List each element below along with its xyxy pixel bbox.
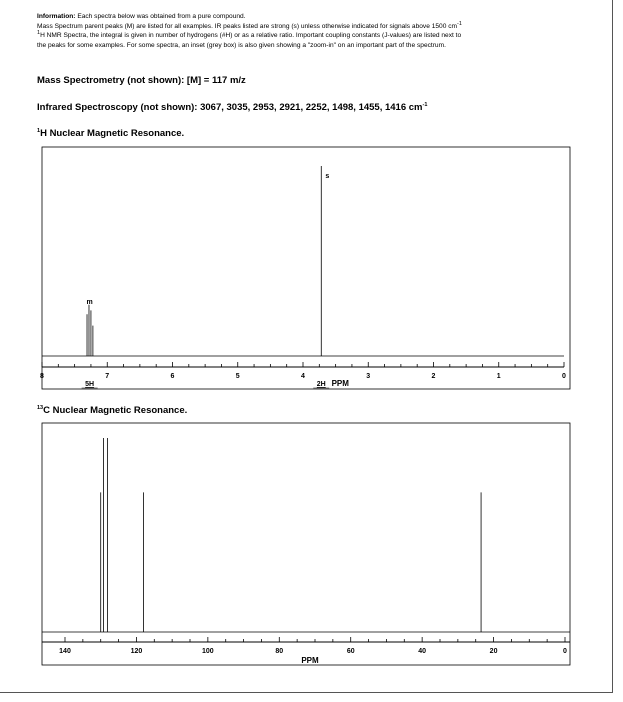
cnmr-tick-label: 140: [59, 648, 71, 655]
cnmr-heading-sup: 13: [37, 404, 44, 411]
info-label: Information:: [37, 13, 76, 20]
cnmr-tick-label: 60: [346, 648, 355, 655]
cnmr-tick-label: 80: [275, 648, 284, 655]
hnmr-multiplicity-label: m: [86, 299, 93, 306]
info-text-3: H NMR Spectra, the integral is given in number of hydrogens (#H) or as a relative ratio. Important coupling constants (J-values) are listed next to: [40, 32, 462, 40]
info-sup-2: -1: [457, 20, 462, 27]
cnmr-tick-label: 40: [418, 648, 427, 655]
hnmr-tick-label: 1: [496, 373, 501, 380]
cnmr-axis-title: PPM: [301, 656, 319, 665]
hnmr-peak-label: s: [325, 173, 330, 180]
hnmr-tick-label: 5: [235, 373, 240, 380]
info-text-2: Mass Spectrum parent peaks (M) are listed for all examples. IR peaks listed are strong (s) unless otherwise indicated for signals above 1500 cm: [37, 22, 457, 30]
ir-sup: -1: [422, 101, 428, 108]
info-text-4: the peaks for some examples. For some spectra, an inset (grey box) is also given showing a "zoom-in" on an important part of the spectrum.: [37, 41, 446, 49]
hnmr-integral-label: 5H: [85, 381, 95, 388]
hnmr-tick-label: 8: [40, 373, 44, 380]
cnmr-frame: [42, 423, 570, 665]
mass-spec-text: Mass Spectrometry (not shown): [M] = 117 m/z: [37, 75, 246, 86]
hnmr-tick-label: 7: [105, 373, 110, 380]
hnmr-integral-label: 2H: [316, 381, 326, 388]
hnmr-tick-label: 4: [301, 373, 305, 380]
cnmr-tick-label: 0: [563, 648, 567, 655]
cnmr-tick-label: 20: [489, 648, 498, 655]
hnmr-heading-sup: 1: [37, 127, 41, 134]
hnmr-tick-label: 6: [170, 373, 175, 380]
ir-text: Infrared Spectroscopy (not shown): 3067, 3035, 2953, 2921, 2252, 1498, 1455, 1416 cm: [37, 102, 423, 113]
hnmr-tick-label: 3: [366, 373, 371, 380]
cnmr-tick-label: 120: [130, 648, 143, 655]
info-text-1: Each spectra below was obtained from a pure compound.: [77, 13, 246, 20]
cnmr-heading-text: C Nuclear Magnetic Resonance.: [43, 405, 188, 416]
hnmr-tick-label: 0: [562, 373, 566, 380]
hnmr-tick-label: 2: [431, 373, 436, 380]
info-sup-3: 1: [37, 30, 41, 36]
hnmr-heading-text: H Nuclear Magnetic Resonance.: [40, 128, 185, 139]
hnmr-axis-title: PPM: [331, 379, 349, 388]
cnmr-tick-label: 100: [202, 648, 214, 655]
